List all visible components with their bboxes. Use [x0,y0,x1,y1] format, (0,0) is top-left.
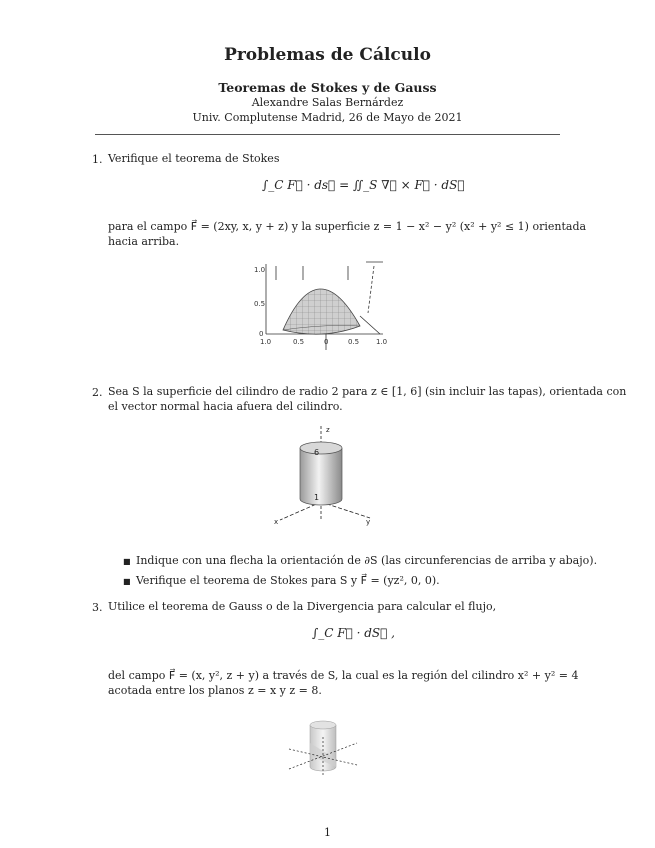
problem-2-text-line2: el vector normal hacia afuera del cilindro. [108,400,343,413]
problem-1-number: 1. [92,153,103,166]
z-tick-bottom: 0 [259,330,264,338]
problem-1-equation: ∫_C F⃗ · ds⃗ = ∬_S ∇⃗ × F⃗ · dS⃗ [262,178,465,192]
problem-3-number: 3. [92,601,103,614]
z-tick-mid: 0.5 [254,300,266,308]
problem-2-number: 2. [92,386,103,399]
problem-2-bullet-1: Indique con una flecha la orientación de ∂S (las circunferencias de arriba y abajo). [136,554,598,567]
z-tick-top: 1.0 [254,266,266,274]
author: Alexandre Salas Bernárdez [251,96,404,109]
x-tick-4: 0.5 [348,338,360,346]
affiliation: Univ. Complutense Madrid, 26 de Mayo de 2021 [192,111,463,124]
y-axis-label: y [366,518,371,526]
subtitle: Teoremas de Stokes y de Gauss [218,80,437,95]
cylinder-top-label: 6 [314,448,320,457]
bullet-marker: ■ [123,577,131,586]
header-rule [95,134,560,135]
x-tick-5: 1.0 [376,338,388,346]
problem-1-text-line1: para el campo F⃗ = (2xy, x, y + z) y la superficie z = 1 − x² − y² (x² + y² ≤ 1) orientada [108,220,587,233]
cut-cylinder-figure [283,715,363,780]
cylinder-bottom-label: 1 [314,493,320,502]
x-tick-1: 1.0 [260,338,272,346]
x-tick-2: 0.5 [293,338,305,346]
problem-1-text-line2: hacia arriba. [108,235,180,248]
x-axis-label: x [274,518,279,526]
z-axis-label: z [326,426,330,434]
problem-3-text-line1: del campo F⃗ = (x, y², z + y) a través de S, la cual es la región del cilindro x² + y² = 4 [108,669,579,682]
problem-3-text-line2: acotada entre los planos z = x y z = 8. [108,684,322,697]
problem-1-intro: Verifique el teorema de Stokes [108,152,280,165]
page-title: Problemas de Cálculo [224,45,431,65]
cylinder-figure [270,424,380,529]
problem-3-equation: ∫_C F⃗ · dS⃗ , [312,626,395,640]
problem-3-intro: Utilice el teorema de Gauss o de la Divergencia para calcular el flujo, [108,600,497,613]
x-tick-3: 0 [324,338,329,346]
problem-2-text-line1: Sea S la superficie del cilindro de radio 2 para z ∈ [1, 6] (sin incluir las tapas), orientada con [108,385,627,398]
page-number: 1 [324,826,331,839]
paraboloid-figure [248,258,393,356]
bullet-marker: ■ [123,557,131,566]
problem-2-bullet-2: Verifique el teorema de Stokes para S y F⃗ = (yz², 0, 0). [136,574,440,587]
